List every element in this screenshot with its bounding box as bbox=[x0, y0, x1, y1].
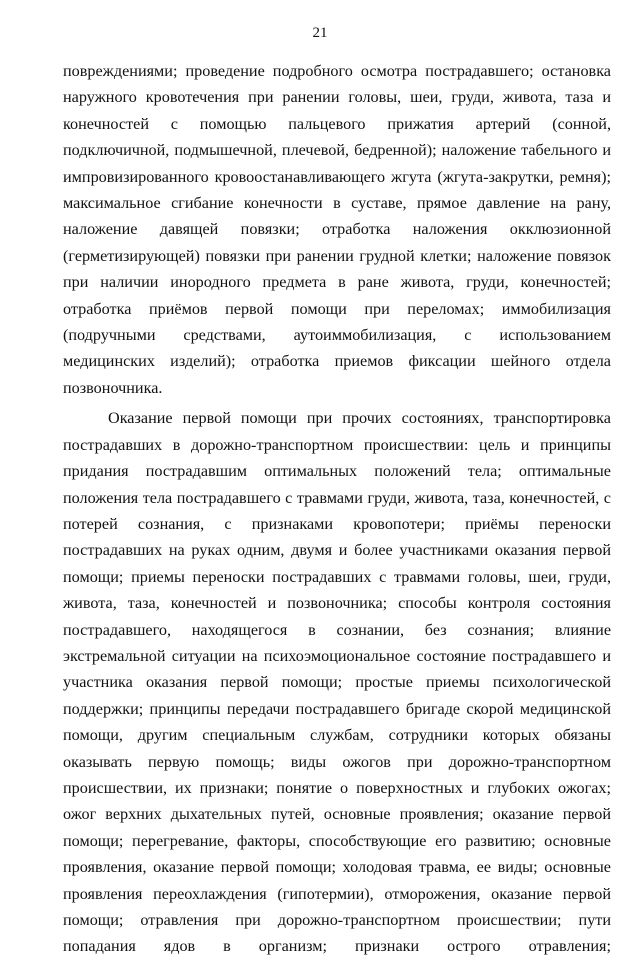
paragraph-first-aid-transport: Оказание первой помощи при прочих состояниях, транспортировка пострадавших в дорожно-транспортном происшествии: цель и принципы придания пострадавшим оптимальных положений тела; оптимальные положения тела пострадавшего с травмами груди, живота, таза, конечностей, с потерей сознания, с признаками кровопотери; приёмы переноски пострадавших на руках одним, двумя и более участниками оказания первой помощи; приемы переноски пострадавших с травмами головы, шеи, груди, живота, таза, конечностей и позвоночника; способы контроля состояния пострадавшего, находящегося в сознании, без сознания; влияние экстремальной ситуации на психоэмоциональное состояние пострадавшего и участника оказания первой помощи; простые приемы психологической поддержки; принципы передачи пострадавшего бригаде скорой медицинской помощи, другим специальным службам, сотрудники которых обязаны оказывать первую помощь; виды ожогов при дорожно-транспортном происшествии, их признаки; понятие о поверхностных и глубоких ожогах; ожог верхних дыхательных путей, основные проявления; оказание первой помощи; перегревание, факторы, способствующие его развитию; основные проявления, оказание первой помощи; холодовая травма, ее виды; основные проявления переохлаждения (гипотермии), отморожения, оказание первой помощи; отравления при дорожно-транспортном происшествии; пути попадания ядов в организм; признаки острого отравления; bbox=[63, 409, 611, 956]
paragraph-continuation: повреждениями; проведение подробного осмотра пострадавшего; остановка наружного кровотечения при ранении головы, шеи, груди, живота, таза и конечностей с помощью пальцевого прижатия артерий (сонной, подключичной, подмышечной, плечевой, бедренной); наложение табельного и импровизированного кровоостанавливающего жгута (жгута-закрутки, ремня); максимальное сгибание конечности в суставе, прямое давление на рану, наложение давящей повязки; отработка наложения окклюзионной (герметизирующей) повязки при ранении грудной клетки; наложение повязок при наличии инородного предмета в ране живота, груди, конечностей; отработка приёмов первой помощи при переломах; иммобилизация (подручными средствами, аутоиммобилизация, с использованием медицинских изделий); отработка приемов фиксации шейного отдела позвоночника. bbox=[63, 62, 611, 397]
body-text bbox=[63, 58, 611, 960]
page-number: 21 bbox=[312, 25, 328, 41]
